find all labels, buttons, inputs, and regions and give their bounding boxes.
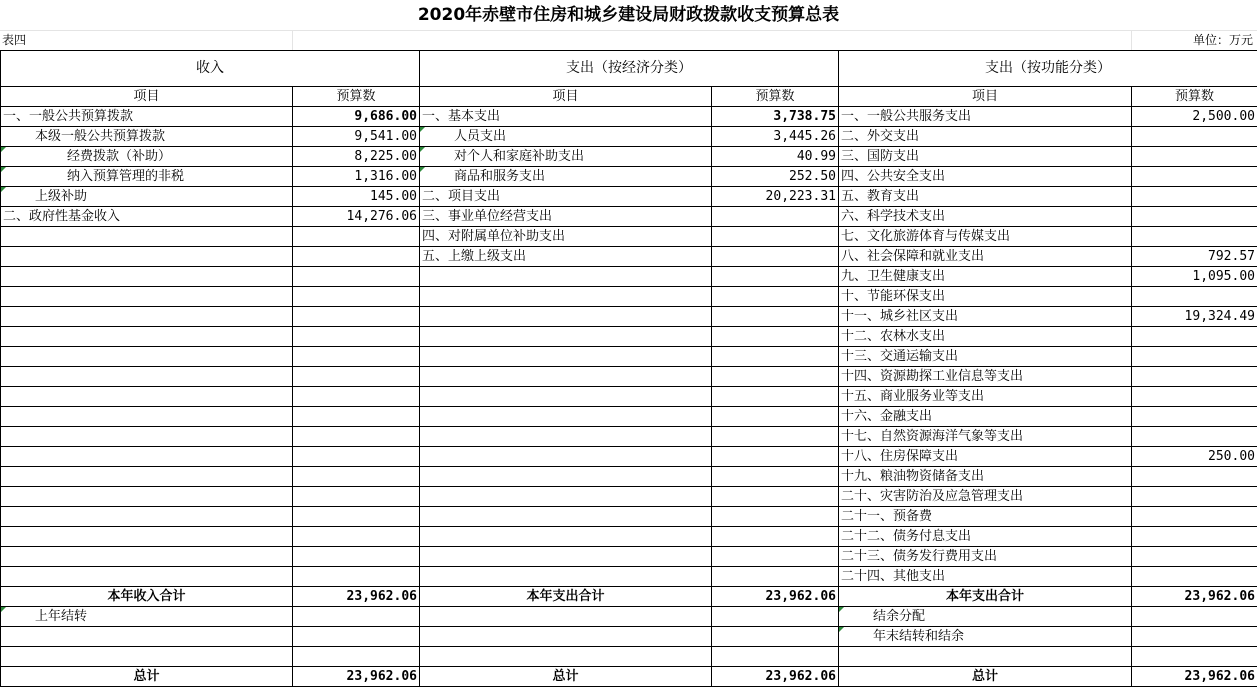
unit-label: 单位：万元 — [1192, 33, 1253, 47]
empty-cell — [293, 547, 420, 567]
table-row — [1, 307, 1257, 327]
econ-item-value — [712, 227, 839, 247]
func-item-value — [1132, 227, 1257, 247]
func-item-label: 七、文化旅游体育与传媒支出 — [839, 227, 1132, 247]
empty-cell — [712, 607, 839, 627]
econ-item-value: 20,223.31 — [712, 187, 839, 207]
empty-cell — [293, 467, 420, 487]
econ-item-label: 四、对附属单位补助支出 — [420, 227, 712, 247]
table-row — [1, 227, 1257, 247]
empty-cell — [712, 387, 839, 407]
empty-cell — [420, 307, 712, 327]
empty-cell — [293, 407, 420, 427]
income-item-value: 14,276.06 — [293, 207, 420, 227]
func-item-value — [1132, 407, 1257, 427]
empty-cell — [293, 487, 420, 507]
empty-cell — [1, 227, 293, 247]
table-row — [1, 407, 1257, 427]
prev-balance-label: 上年结转 — [1, 607, 293, 627]
table-row — [1, 527, 1257, 547]
func-item-value — [1132, 347, 1257, 367]
totals-row — [1, 587, 1257, 607]
func-item-label: 二十四、其他支出 — [839, 567, 1132, 587]
func-item-value — [1132, 507, 1257, 527]
econ-item-value: 40.99 — [712, 147, 839, 167]
empty-cell — [712, 507, 839, 527]
func-budget-header: 预算数 — [1132, 87, 1257, 107]
empty-cell — [1, 427, 293, 447]
table-row — [1, 367, 1257, 387]
func-grand-total-label: 总计 — [839, 667, 1132, 687]
func-item-label: 二、外交支出 — [839, 127, 1132, 147]
empty-cell — [1, 347, 293, 367]
empty-cell — [712, 467, 839, 487]
table-row — [1, 327, 1257, 347]
func-item-value: 1,095.00 — [1132, 267, 1257, 287]
empty-cell — [1, 267, 293, 287]
table-row — [1, 287, 1257, 307]
econ-grand-total-label: 总计 — [420, 667, 712, 687]
func-total-label: 本年支出合计 — [839, 587, 1132, 607]
func-item-label: 十八、住房保障支出 — [839, 447, 1132, 467]
econ-item-value: 252.50 — [712, 167, 839, 187]
table-row — [1, 107, 1257, 127]
income-item-label: 二、政府性基金收入 — [1, 207, 293, 227]
empty-cell — [420, 507, 712, 527]
econ-item-value — [712, 207, 839, 227]
empty-cell — [420, 347, 712, 367]
table-row — [1, 427, 1257, 447]
func-item-label: 六、科学技术支出 — [839, 207, 1132, 227]
empty-cell — [420, 387, 712, 407]
func-item-value — [1132, 467, 1257, 487]
empty-cell — [293, 287, 420, 307]
empty-cell — [712, 547, 839, 567]
func-item-value — [1132, 327, 1257, 347]
table-row — [1, 127, 1257, 147]
func-item-value — [1132, 147, 1257, 167]
table-row — [1, 147, 1257, 167]
empty-cell — [712, 367, 839, 387]
func-grand-total-value: 23,962.06 — [1132, 667, 1257, 687]
table-row — [1, 447, 1257, 467]
func-item-label: 二十、灾害防治及应急管理支出 — [839, 487, 1132, 507]
income-total-value: 23,962.06 — [293, 587, 420, 607]
table-row — [1, 547, 1257, 567]
empty-cell — [712, 627, 839, 647]
func-total-value: 23,962.06 — [1132, 587, 1257, 607]
empty-cell — [420, 527, 712, 547]
func-item-label: 五、教育支出 — [839, 187, 1132, 207]
table-row — [1, 267, 1257, 287]
surplus-distribution-label: 结余分配 — [839, 607, 1132, 627]
func-item-value — [1132, 387, 1257, 407]
empty-cell — [420, 607, 712, 627]
income-item-value: 9,686.00 — [293, 107, 420, 127]
table-number: 表四 — [2, 33, 27, 47]
income-total-label: 本年收入合计 — [1, 587, 293, 607]
empty-cell — [1, 407, 293, 427]
table-row — [1, 247, 1257, 267]
func-item-value — [1132, 127, 1257, 147]
empty-cell — [1132, 627, 1257, 647]
func-item-label: 十三、交通运输支出 — [839, 347, 1132, 367]
empty-cell — [712, 287, 839, 307]
budget-table — [0, 50, 1257, 687]
func-item-label: 十七、自然资源海洋气象等支出 — [839, 427, 1132, 447]
empty-cell — [1, 327, 293, 347]
empty-cell — [712, 567, 839, 587]
func-item-label: 一、一般公共服务支出 — [839, 107, 1132, 127]
func-item-value — [1132, 367, 1257, 387]
func-item-value — [1132, 427, 1257, 447]
empty-cell — [293, 247, 420, 267]
table-row — [1, 507, 1257, 527]
grid-divider — [1131, 30, 1132, 50]
econ-total-value: 23,962.06 — [712, 587, 839, 607]
func-item-value — [1132, 207, 1257, 227]
empty-cell — [293, 427, 420, 447]
func-item-header: 项目 — [839, 87, 1132, 107]
func-item-label: 十五、商业服务业等支出 — [839, 387, 1132, 407]
table-row — [1, 187, 1257, 207]
econ-item-header: 项目 — [420, 87, 712, 107]
empty-cell — [420, 287, 712, 307]
empty-cell — [293, 227, 420, 247]
table-row — [1, 207, 1257, 227]
empty-cell — [712, 427, 839, 447]
econ-item-label: 一、基本支出 — [420, 107, 712, 127]
func-item-value: 19,324.49 — [1132, 307, 1257, 327]
table-row — [1, 347, 1257, 367]
econ-item-label: 五、上缴上级支出 — [420, 247, 712, 267]
empty-cell — [1, 287, 293, 307]
empty-cell — [712, 327, 839, 347]
table-row — [1, 647, 1257, 667]
func-item-value — [1132, 487, 1257, 507]
income-grand-total-value: 23,962.06 — [293, 667, 420, 687]
econ-item-value — [712, 247, 839, 267]
empty-cell — [1, 367, 293, 387]
func-item-label: 十六、金融支出 — [839, 407, 1132, 427]
empty-cell — [712, 447, 839, 467]
func-item-value — [1132, 567, 1257, 587]
econ-grand-total-value: 23,962.06 — [712, 667, 839, 687]
empty-cell — [293, 567, 420, 587]
econ-item-label: 商品和服务支出 — [420, 167, 712, 187]
func-item-value — [1132, 527, 1257, 547]
empty-cell — [712, 267, 839, 287]
func-item-label: 九、卫生健康支出 — [839, 267, 1132, 287]
table-row — [1, 487, 1257, 507]
empty-cell — [420, 647, 712, 667]
empty-cell — [1132, 647, 1257, 667]
empty-cell — [293, 507, 420, 527]
table-row — [1, 467, 1257, 487]
income-item-label: 纳入预算管理的非税 — [1, 167, 293, 187]
func-item-value — [1132, 287, 1257, 307]
func-item-value — [1132, 547, 1257, 567]
empty-cell — [293, 307, 420, 327]
section-header-row — [1, 51, 1257, 87]
empty-cell — [1, 467, 293, 487]
func-item-label: 二十二、债务付息支出 — [839, 527, 1132, 547]
empty-cell — [293, 647, 420, 667]
sheet-title: 2020年赤壁市住房和城乡建设局财政拨款收支预算总表 — [0, 0, 1257, 31]
income-item-value: 1,316.00 — [293, 167, 420, 187]
func-item-value — [1132, 167, 1257, 187]
empty-cell — [1, 247, 293, 267]
empty-cell — [420, 447, 712, 467]
func-item-value: 2,500.00 — [1132, 107, 1257, 127]
year-end-balance-label: 年末结转和结余 — [839, 627, 1132, 647]
func-item-label: 十二、农林水支出 — [839, 327, 1132, 347]
empty-cell — [1, 447, 293, 467]
empty-cell — [420, 467, 712, 487]
empty-cell — [1132, 607, 1257, 627]
empty-cell — [1, 527, 293, 547]
econ-item-label: 对个人和家庭补助支出 — [420, 147, 712, 167]
empty-cell — [293, 347, 420, 367]
empty-cell — [293, 327, 420, 347]
func-item-value: 792.57 — [1132, 247, 1257, 267]
func-item-label: 十九、粮油物资储备支出 — [839, 467, 1132, 487]
empty-cell — [293, 527, 420, 547]
grid-divider — [292, 30, 293, 50]
table-row — [1, 167, 1257, 187]
empty-cell — [712, 307, 839, 327]
func-item-value: 250.00 — [1132, 447, 1257, 467]
empty-cell — [420, 267, 712, 287]
empty-cell — [1, 627, 293, 647]
income-item-label: 上级补助 — [1, 187, 293, 207]
income-item-value: 8,225.00 — [293, 147, 420, 167]
carryover-row — [1, 607, 1257, 627]
income-item-header: 项目 — [1, 87, 293, 107]
column-header-row — [1, 87, 1257, 107]
income-item-label: 经费拨款（补助） — [1, 147, 293, 167]
empty-cell — [712, 347, 839, 367]
empty-cell — [1, 567, 293, 587]
empty-cell — [712, 407, 839, 427]
econ-budget-header: 预算数 — [712, 87, 839, 107]
empty-cell — [712, 487, 839, 507]
empty-cell — [293, 387, 420, 407]
grand-total-row — [1, 667, 1257, 687]
empty-cell — [293, 627, 420, 647]
income-item-label: 本级一般公共预算拨款 — [1, 127, 293, 147]
empty-cell — [1, 487, 293, 507]
empty-cell — [293, 447, 420, 467]
empty-cell — [1, 647, 293, 667]
func-item-label: 十、节能环保支出 — [839, 287, 1132, 307]
func-item-label: 十四、资源勘探工业信息等支出 — [839, 367, 1132, 387]
empty-cell — [293, 267, 420, 287]
func-item-label: 三、国防支出 — [839, 147, 1132, 167]
func-item-label: 四、公共安全支出 — [839, 167, 1132, 187]
empty-cell — [293, 607, 420, 627]
empty-cell — [420, 547, 712, 567]
econ-item-label: 人员支出 — [420, 127, 712, 147]
table-row — [1, 387, 1257, 407]
income-item-label: 一、一般公共预算拨款 — [1, 107, 293, 127]
carryover-row — [1, 627, 1257, 647]
empty-cell — [420, 627, 712, 647]
econ-item-value: 3,738.75 — [712, 107, 839, 127]
func-item-label: 二十一、预备费 — [839, 507, 1132, 527]
econ-item-value: 3,445.26 — [712, 127, 839, 147]
economic-expense-section-header: 支出（按经济分类） — [420, 51, 839, 87]
income-grand-total-label: 总计 — [1, 667, 293, 687]
empty-cell — [420, 427, 712, 447]
empty-cell — [712, 527, 839, 547]
econ-item-label: 三、事业单位经营支出 — [420, 207, 712, 227]
econ-item-label: 二、项目支出 — [420, 187, 712, 207]
empty-cell — [420, 327, 712, 347]
empty-cell — [1, 307, 293, 327]
table-row — [1, 567, 1257, 587]
income-budget-header: 预算数 — [293, 87, 420, 107]
empty-cell — [1, 387, 293, 407]
empty-cell — [839, 647, 1132, 667]
func-item-label: 二十三、债务发行费用支出 — [839, 547, 1132, 567]
income-section-header: 收入 — [1, 51, 420, 87]
econ-total-label: 本年支出合计 — [420, 587, 712, 607]
func-item-label: 八、社会保障和就业支出 — [839, 247, 1132, 267]
empty-cell — [712, 647, 839, 667]
income-item-value: 145.00 — [293, 187, 420, 207]
empty-cell — [1, 547, 293, 567]
functional-expense-section-header: 支出（按功能分类） — [839, 51, 1257, 87]
empty-cell — [420, 487, 712, 507]
empty-cell — [420, 407, 712, 427]
empty-cell — [1, 507, 293, 527]
empty-cell — [293, 367, 420, 387]
func-item-label: 十一、城乡社区支出 — [839, 307, 1132, 327]
income-item-value: 9,541.00 — [293, 127, 420, 147]
func-item-value — [1132, 187, 1257, 207]
empty-cell — [420, 367, 712, 387]
empty-cell — [420, 567, 712, 587]
